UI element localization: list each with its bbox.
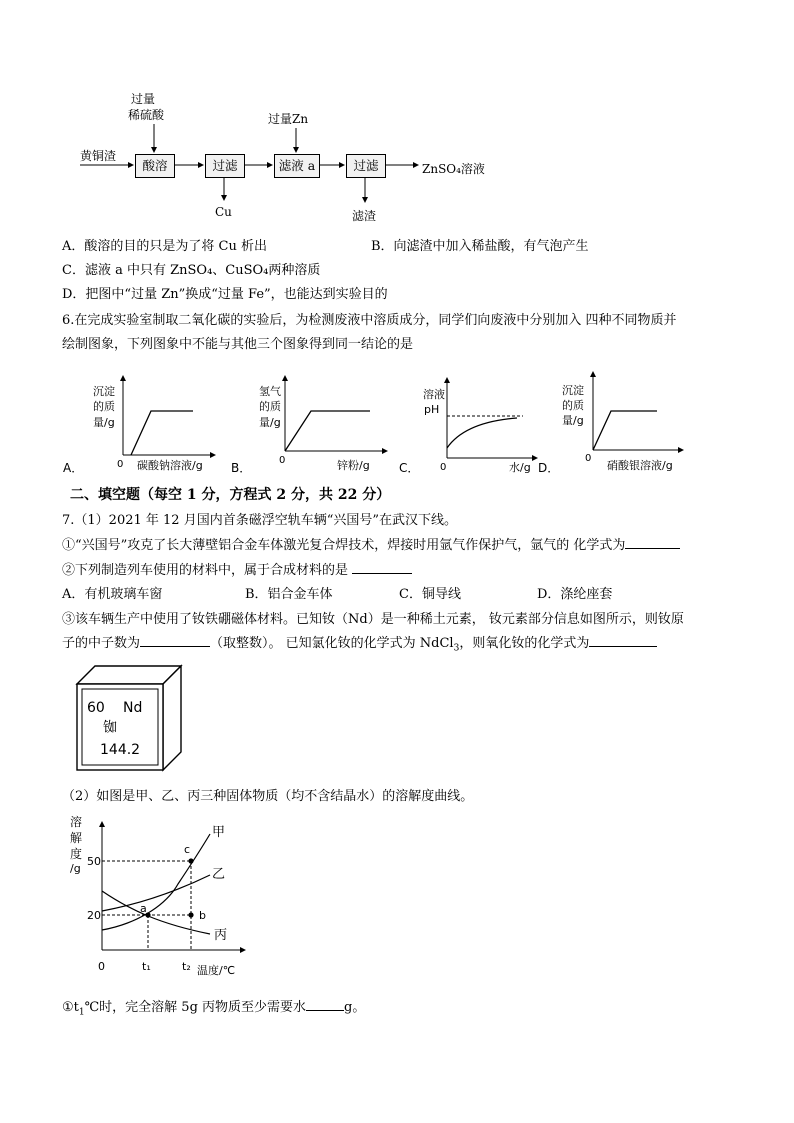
flow-step-filter2: 过滤 — [346, 154, 386, 178]
curve-label-jia: 甲 — [212, 825, 226, 840]
q5-option-a: A．酸溶的目的只是为了将 Cu 析出 — [62, 239, 267, 254]
graph-c-ylabel-2: pH — [424, 403, 440, 416]
tick-20: 20 — [87, 909, 101, 922]
q7-option-d: D．涤纶座套 — [537, 587, 613, 602]
flow-reagent2: 过量Zn — [268, 112, 309, 126]
curve-ylabel-2: 解 — [70, 831, 83, 845]
curve-yi — [102, 875, 210, 911]
q7-sub3-text-b: （取整数）。 已知氯化钕的化学式为 NdCl — [210, 636, 454, 651]
answer-blank-5[interactable] — [306, 1010, 344, 1011]
element-symbol: Nd — [123, 700, 143, 716]
q7-final-text-c: g。 — [344, 1000, 366, 1015]
q5-option-b: B．向滤渣中加入稀盐酸，有气泡产生 — [371, 239, 589, 254]
graph-a-curve — [131, 411, 193, 455]
graph-d-ylabel-3: 量/g — [562, 414, 584, 427]
point-b — [188, 912, 193, 917]
q7-sub3-text-a: 子的中子数为 — [62, 636, 141, 651]
q6-graph-a — [63, 376, 215, 475]
graph-d-xlabel: 硝酸银溶液/g — [607, 459, 673, 472]
flow-step-acid: 酸溶 — [135, 154, 175, 178]
answer-blank-4[interactable] — [589, 646, 657, 647]
q7-intro: 7.（1）2021 年 12 月国内首条磁浮空轨车辆“兴国号”在武汉下线。 — [62, 513, 457, 528]
point-label-b: b — [199, 909, 206, 922]
q5-option-c: C．滤液 a 中只有 ZnSO₄、CuSO₄两种溶质 — [62, 263, 321, 278]
tick-origin: 0 — [98, 960, 105, 973]
flow-step-filter1: 过滤 — [205, 154, 245, 178]
q5-option-d: D．把图中“过量 Zn”换成“过量 Fe”，也能达到实验目的 — [62, 287, 388, 302]
q7-sub3-line2 — [62, 635, 657, 658]
point-label-c: c — [184, 843, 191, 856]
flow-product: ZnSO₄溶液 — [422, 162, 485, 176]
answer-blank-2[interactable] — [352, 573, 412, 574]
flow-arrows — [0, 0, 794, 240]
q6-graph-d — [538, 372, 683, 475]
q7-sub1 — [62, 537, 680, 554]
q7-option-b: B．铝合金车体 — [245, 587, 333, 602]
element-card — [75, 664, 185, 774]
curve-xlabel: 温度/℃ — [197, 964, 236, 977]
q7-sub3-text-c: ，则氧化钕的化学式为 — [459, 636, 590, 651]
q7-final-text-a: ①t — [62, 1000, 79, 1015]
q7-final-sub: 1 — [78, 1007, 85, 1018]
flow-output-residue: 滤渣 — [352, 209, 377, 223]
flow-input: 黄铜渣 — [80, 149, 117, 163]
graph-c-origin: 0 — [440, 462, 447, 473]
graph-b-curve — [285, 411, 370, 451]
section-title: 二、填空题（每空 1 分，方程式 2 分，共 22 分） — [70, 487, 391, 503]
graph-b-ylabel-3: 量/g — [259, 416, 281, 429]
graph-c-label: C． — [399, 461, 420, 475]
graph-d-label: D． — [538, 461, 560, 475]
curve-ylabel-4: /g — [70, 862, 81, 875]
answer-blank-3[interactable] — [140, 646, 210, 647]
tick-t2: t₂ — [182, 960, 191, 973]
graph-a-origin: 0 — [117, 459, 124, 470]
q6-stem-line1: 6.在完成实验室制取二氧化碳的实验后，为检测废液中溶质成分，同学们向废液中分别加入 四种不同物质并 — [62, 313, 677, 328]
curve-label-bing: 丙 — [214, 928, 228, 943]
graph-b-ylabel-2: 的质 — [259, 400, 281, 413]
flow-output-cu: Cu — [215, 205, 232, 219]
graph-d-ylabel-2: 的质 — [562, 399, 584, 412]
solubility-chart — [60, 812, 250, 982]
element-mass: 144.2 — [100, 742, 141, 758]
answer-blank-1[interactable] — [625, 548, 680, 549]
element-number: 60 — [87, 700, 105, 716]
point-c — [188, 858, 193, 863]
q7-option-c: C．铜导线 — [399, 587, 461, 602]
graph-a-label: A． — [63, 461, 84, 475]
graph-c-xlabel: 水/g — [509, 461, 531, 474]
tick-50: 50 — [87, 855, 101, 868]
element-name: 铷 — [103, 720, 117, 736]
q7-option-a: A．有机玻璃车窗 — [62, 587, 163, 602]
graph-b-ylabel-1: 氢气 — [259, 385, 281, 398]
graph-b-origin: 0 — [279, 455, 286, 466]
graph-c-curve — [447, 418, 517, 448]
q7-sub3-line1: ③该车辆生产中使用了钕铁硼磁体材料。已知钕（Nd）是一种稀土元素， 钕元素部分信息如图所示，则钕原 — [62, 612, 684, 627]
q7-sub1-text: ①“兴国号”攻克了长大薄壁铝合金车体激光复合焊技术，焊接时用氩气作保护气，氩气的 化学式为 — [62, 538, 626, 553]
graph-c-ylabel-1: 溶液 — [423, 388, 445, 401]
q6-graphs — [55, 368, 695, 480]
q7-final — [62, 999, 365, 1022]
flow-reagent1-line2: 稀硫酸 — [128, 108, 165, 122]
q6-graph-c — [399, 378, 537, 475]
flow-filtrate-a: 滤液 a — [274, 154, 320, 178]
graph-a-xlabel: 碳酸钠溶液/g — [137, 459, 203, 472]
q7-sub2 — [62, 562, 412, 579]
flow-reagent1-line1: 过量 — [131, 92, 156, 106]
curve-label-yi: 乙 — [212, 867, 226, 882]
q6-graph-b — [231, 376, 387, 475]
graph-b-label: B． — [231, 461, 252, 475]
q7-final-text-b: ℃时，完全溶解 5g 丙物质至少需要水 — [84, 1000, 307, 1015]
curve-ylabel-3: 度 — [70, 847, 83, 861]
graph-d-curve — [593, 411, 657, 450]
graph-a-ylabel-3: 量/g — [93, 416, 115, 429]
q6-stem-line2: 绘制图象，下列图象中不能与其他三个图象得到同一结论的是 — [62, 337, 414, 352]
curve-ylabel-1: 溶 — [70, 815, 83, 829]
q7-part2: （2）如图是甲、乙、丙三种固体物质（均不含结晶水）的溶解度曲线。 — [62, 789, 474, 804]
graph-d-origin: 0 — [585, 453, 592, 464]
graph-a-ylabel-1: 沉淀 — [93, 385, 115, 398]
q7-sub3-subscript: 3 — [453, 643, 460, 654]
graph-b-xlabel: 锌粉/g — [337, 459, 370, 472]
tick-t1: t₁ — [142, 960, 151, 973]
point-label-a: a — [140, 902, 147, 915]
graph-d-ylabel-1: 沉淀 — [562, 384, 584, 397]
q7-sub2-text: ②下列制造列车使用的材料中，属于合成材料的是 — [62, 563, 349, 578]
graph-a-ylabel-2: 的质 — [93, 400, 115, 413]
